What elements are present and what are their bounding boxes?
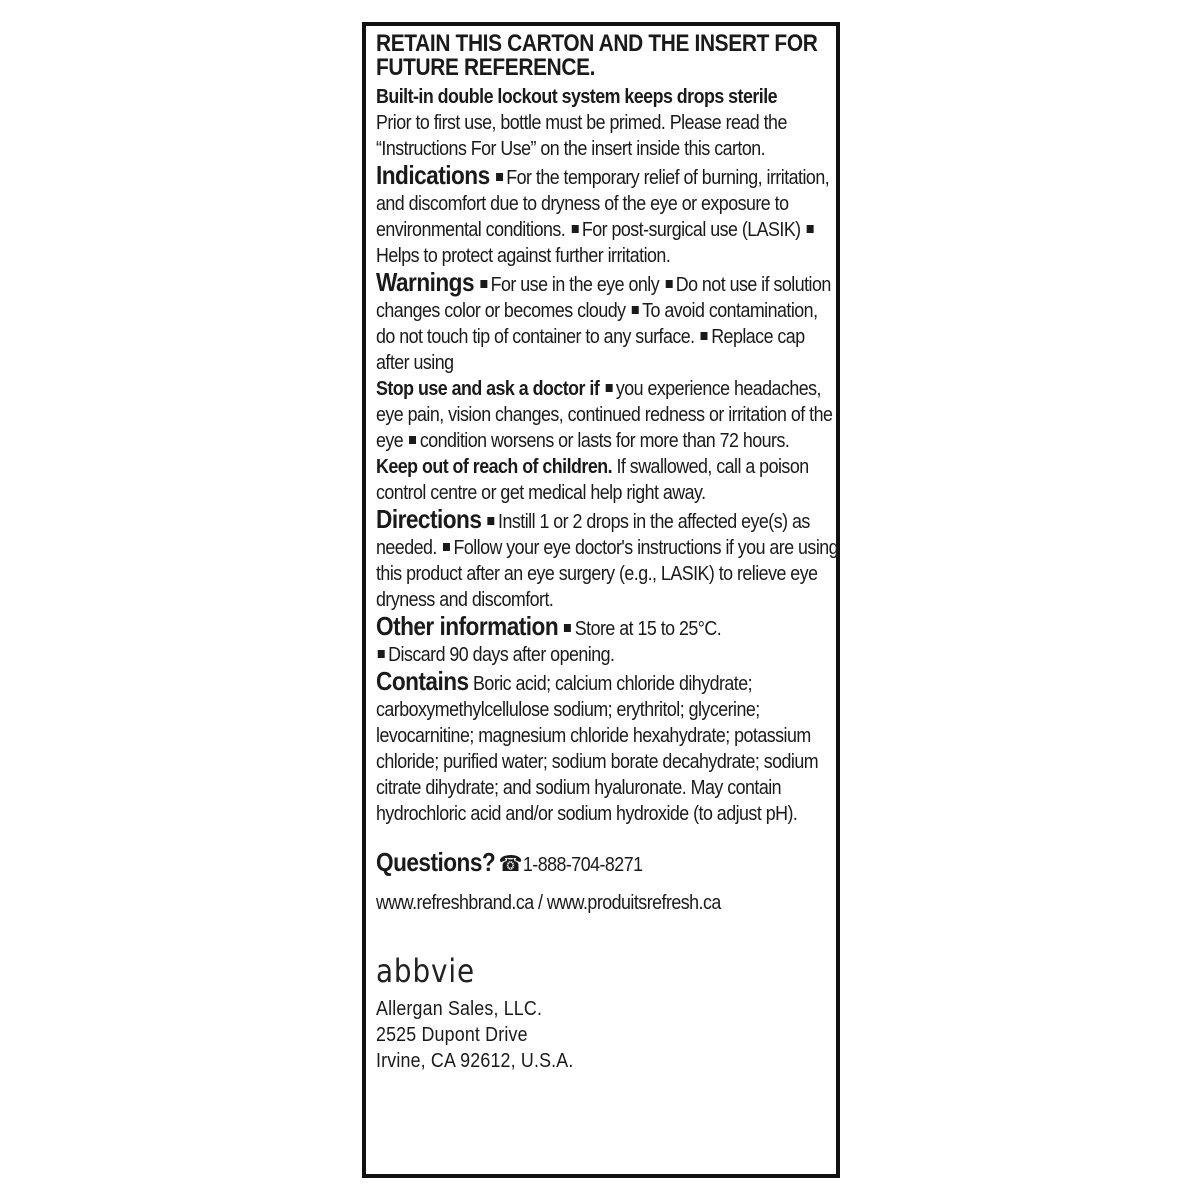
bullet-square-icon — [571, 225, 578, 233]
other-info-section — [376, 613, 839, 668]
abbvie-logo: abbvie — [376, 952, 475, 990]
bullet-square-icon — [488, 517, 495, 525]
bullet-square-icon — [564, 624, 571, 632]
retain-notice: RETAIN THIS CARTON AND THE INSERT FOR FUTURE REFERENCE. — [376, 30, 818, 81]
indications-item: For post-surgical use (LASIK) — [581, 218, 801, 241]
bullet-square-icon — [409, 436, 416, 444]
other-info-item: Discard 90 days after opening. — [388, 643, 615, 666]
indications-item: Helps to protect against further irritation. — [376, 244, 671, 267]
bullet-square-icon — [632, 306, 639, 314]
bullet-square-icon — [807, 225, 814, 233]
keep-out-text: If swallowed, call a poison control centre or get medical help right away. — [376, 455, 809, 504]
bullet-square-icon — [701, 332, 708, 340]
address-block — [376, 996, 839, 1074]
phone-icon: ☎ — [498, 851, 523, 876]
stop-use-item: condition worsens or lasts for more than 72 hours. — [419, 429, 790, 452]
directions-item: Follow your eye doctor's instructions if you are using this product after an eye surgery (e.g., LASIK) to relieve eye dryness and discomfort. — [376, 536, 839, 611]
keep-out-heading: Keep out of reach of children. — [376, 455, 613, 478]
keep-out-section — [376, 454, 839, 506]
address-line: Allergan Sales, LLC. — [376, 997, 543, 1020]
warnings-item: Replace cap after using — [376, 325, 805, 374]
warnings-item: To avoid contamination, do not touch tip of container to any surface. — [376, 299, 818, 348]
directions-item: Instill 1 or 2 drops in the affected eye(s) as needed. — [376, 510, 810, 559]
address-line: Irvine, CA 92612, U.S.A. — [376, 1049, 574, 1072]
carton-label-panel — [362, 22, 840, 1178]
bullet-square-icon — [443, 543, 450, 551]
stop-use-item: you experience headaches, eye pain, vision changes, continued redness or irritation of the eye — [376, 377, 833, 452]
indications-item: For the temporary relief of burning, irritation, and discomfort due to dryness of the eye or exposure to environmental conditions. — [376, 166, 830, 241]
contains-text: Boric acid; calcium chloride dihydrate; carboxymethylcellulose sodium; erythritol; glycerine; levocarnitine; magnesium chloride hexahydrate; potassium chloride; purified water; sodium borate decahydrate; sodium citrate dihydrate; and sodium hyaluronate. May contain hydrochloric acid and/or sodium hydroxide (to adjust pH). — [376, 672, 819, 825]
stop-use-heading: Stop use and ask a doctor if — [376, 377, 600, 400]
other-info-heading: Other information — [376, 611, 559, 641]
bullet-square-icon — [480, 280, 487, 288]
bullet-square-icon — [378, 650, 385, 658]
label-content — [376, 32, 839, 1074]
stop-use-section — [376, 376, 839, 454]
lockout-statement: Built-in double lockout system keeps drops sterile — [376, 85, 778, 108]
questions-label: Questions? — [376, 847, 496, 877]
warnings-item: Do not use if solution changes color or becomes cloudy — [376, 273, 831, 322]
other-info-item: Store at 15 to 25°C. — [574, 617, 722, 640]
directions-section — [376, 506, 839, 613]
phone-number: 1-888-704-8271 — [522, 853, 643, 876]
contains-heading: Contains — [376, 666, 469, 696]
address-line: 2525 Dupont Drive — [376, 1023, 528, 1046]
indications-heading: Indications — [376, 160, 490, 190]
bullet-square-icon — [496, 173, 503, 181]
contains-section — [376, 668, 839, 827]
bullet-square-icon — [605, 384, 612, 392]
questions-row — [376, 847, 839, 880]
websites: www.refreshbrand.ca / www.produitsrefresh.ca — [376, 891, 721, 914]
bullet-square-icon — [665, 280, 672, 288]
priming-instruction: Prior to first use, bottle must be primed. Please read the “Instructions For Use” on the insert inside this carton. — [376, 111, 787, 160]
warnings-item: For use in the eye only — [490, 273, 660, 296]
directions-heading: Directions — [376, 504, 482, 534]
indications-section — [376, 162, 839, 269]
warnings-heading: Warnings — [376, 267, 475, 297]
warnings-section — [376, 269, 839, 376]
